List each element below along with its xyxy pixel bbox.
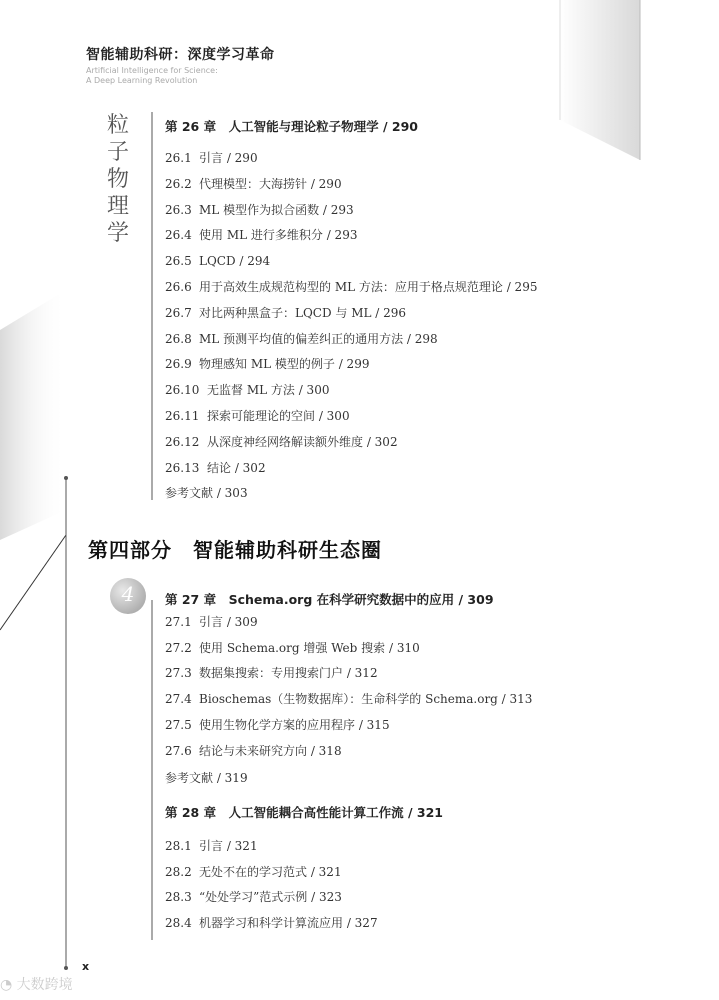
toc-entry[interactable] — [165, 202, 354, 218]
page-number: x — [82, 960, 90, 973]
toc-entry[interactable] — [165, 717, 390, 733]
book-subtitle-line1: Artificial Intelligence for Science: — [86, 66, 218, 75]
watermark — [0, 974, 73, 994]
toc-entry-number: 28.4 — [165, 916, 192, 931]
book-subtitle — [86, 66, 218, 86]
vertical-title-char: 物 — [106, 167, 129, 192]
toc-entry-title: 使用 ML 进行多维积分 / 293 — [199, 228, 358, 243]
toc-entry-title: ML 模型作为拟合函数 / 293 — [199, 202, 354, 217]
toc-entry-number: 26.2 — [165, 176, 192, 191]
toc-entry-title: “处处学习”范式示例 / 323 — [199, 890, 342, 905]
toc-entry-title: 用于高效生成规范构型的 ML 方法：应用于格点规范理论 / 295 — [199, 280, 538, 294]
toc-entry[interactable] — [165, 176, 342, 192]
toc-entry-number: 27.4 — [165, 692, 192, 707]
part-badge-number: 4 — [121, 582, 135, 606]
toc-entry[interactable] — [165, 460, 266, 476]
toc-entry-title: 使用 Schema.org 增强 Web 搜索 / 310 — [199, 640, 420, 655]
toc-entry-number: 26.6 — [165, 280, 192, 294]
book-subtitle-line2: A Deep Learning Revolution — [86, 76, 198, 85]
toc-entry[interactable] — [165, 305, 406, 321]
toc-entry[interactable] — [165, 743, 342, 759]
part-badge — [110, 578, 146, 614]
toc-entry[interactable] — [165, 864, 342, 880]
toc-entry[interactable] — [165, 150, 258, 166]
toc-entry-title: 结论与未来研究方向 / 318 — [199, 743, 342, 758]
toc-entry-title: ML 预测平均值的偏差纠正的通用方法 / 298 — [199, 331, 438, 346]
toc-entry-title: 从深度神经网络解读额外维度 / 302 — [207, 434, 398, 449]
toc-entry-number: 26.4 — [165, 228, 192, 243]
toc-entry-number: 26.9 — [165, 357, 192, 372]
toc-entry[interactable] — [165, 227, 357, 243]
toc-entry-number: 26.5 — [165, 254, 192, 269]
toc-entry[interactable] — [165, 838, 258, 854]
toc-entry-number: 27.6 — [165, 743, 192, 758]
toc-entry-title: 对比两种黑盒子：LQCD 与 ML / 296 — [199, 305, 407, 320]
toc-entry[interactable] — [165, 408, 350, 424]
toc-entry[interactable] — [165, 889, 342, 905]
toc-entry[interactable] — [165, 614, 258, 630]
chapter-26-references: 参考文献 / 303 — [165, 486, 248, 500]
toc-entry-number: 26.8 — [165, 331, 192, 346]
vertical-title-char: 学 — [106, 221, 129, 246]
toc-entry-title: 结论 / 302 — [207, 460, 266, 475]
toc-entry[interactable] — [165, 434, 398, 450]
toc-entry-title: 引言 / 290 — [199, 151, 258, 165]
toc-entry-number: 27.5 — [165, 717, 192, 732]
toc-entry[interactable] — [165, 665, 378, 681]
toc-entry-title: 无处不在的学习范式 / 321 — [199, 864, 342, 879]
toc-entry-number: 28.1 — [165, 839, 192, 853]
toc-entry-number: 26.12 — [165, 434, 200, 449]
toc-entry[interactable] — [165, 279, 537, 295]
toc-entry-title: Bioschemas（生物数据库）：生命科学的 Schema.org / 313 — [199, 692, 533, 707]
section-vertical-title — [104, 112, 132, 247]
toc-entry[interactable] — [165, 356, 369, 372]
toc-entry-number: 27.2 — [165, 640, 192, 655]
toc-entry-title: 机器学习和科学计算流应用 / 327 — [199, 916, 378, 931]
toc-entry-title: 代理模型：大海捞针 / 290 — [199, 176, 342, 191]
toc-entry-number: 27.3 — [165, 666, 192, 681]
toc-entry-title: LQCD / 294 — [199, 254, 271, 269]
toc-entry-number: 26.7 — [165, 305, 192, 320]
chapter-26-heading: 第 26 章 人工智能与理论粒子物理学 / 290 — [165, 119, 418, 134]
chapter-27-heading: 第 27 章 Schema.org 在科学研究数据中的应用 / 309 — [165, 592, 494, 607]
toc-entry-title: 无监督 ML 方法 / 300 — [207, 383, 330, 398]
toc-entry-number: 28.3 — [165, 890, 192, 905]
chapter-27-references: 参考文献 / 319 — [165, 771, 248, 785]
toc-entry[interactable] — [165, 915, 378, 931]
toc-entry[interactable] — [165, 253, 270, 269]
toc-entry-number: 26.3 — [165, 202, 192, 217]
toc-entry[interactable] — [165, 691, 532, 707]
toc-entry-number: 27.1 — [165, 615, 192, 629]
toc-entry-title: 物理感知 ML 模型的例子 / 299 — [199, 357, 370, 372]
toc-entry-number: 26.1 — [165, 151, 192, 165]
toc-entry-title: 数据集搜索：专用搜索门户 / 312 — [199, 666, 378, 681]
vertical-title-char: 粒 — [106, 113, 129, 138]
toc-entry-title: 探索可能理论的空间 / 300 — [207, 409, 350, 423]
watermark-icon: ◔ — [0, 977, 13, 993]
watermark-text: 大数跨境 — [16, 977, 73, 993]
toc-entry-title: 引言 / 309 — [199, 615, 258, 629]
vertical-title-char: 子 — [106, 140, 129, 165]
toc-entry[interactable] — [165, 382, 329, 398]
book-title: 智能辅助科研：深度学习革命 — [86, 47, 275, 63]
part-title: 第四部分 智能辅助科研生态圈 — [88, 538, 382, 562]
toc-entry-number: 26.11 — [165, 409, 200, 423]
chapter-28-heading: 第 28 章 人工智能耦合高性能计算工作流 / 321 — [165, 805, 443, 820]
toc-entry-number: 26.10 — [165, 383, 200, 398]
toc-entry[interactable] — [165, 640, 420, 656]
toc-entry-number: 26.13 — [165, 460, 200, 475]
toc-entry-title: 使用生物化学方案的应用程序 / 315 — [199, 717, 390, 732]
toc-entry-number: 28.2 — [165, 864, 192, 879]
toc-entry[interactable] — [165, 331, 438, 347]
vertical-title-char: 理 — [106, 194, 129, 219]
toc-entry-title: 引言 / 321 — [199, 839, 258, 853]
